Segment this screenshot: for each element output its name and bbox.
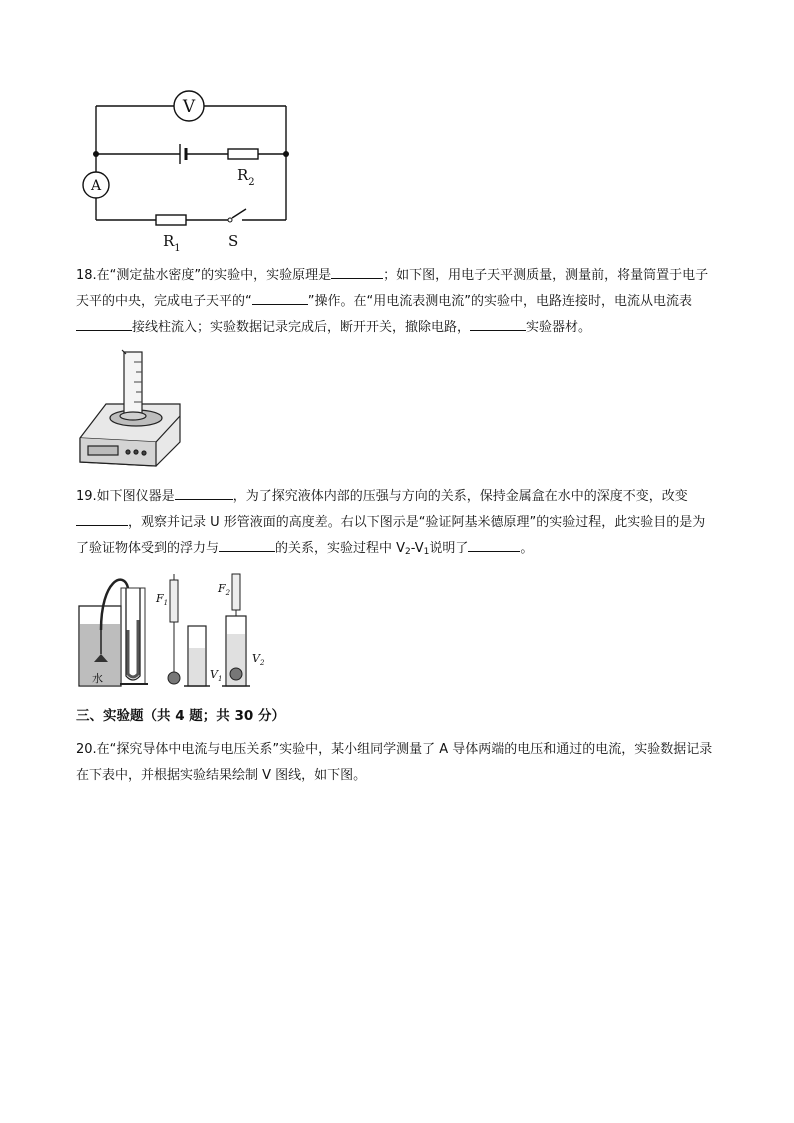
q19-text-4: 的关系，实验过程中 V (275, 541, 406, 556)
q18-text-4: 接线柱流入；实验数据记录完成后，断开开关，撤除电路， (132, 320, 471, 335)
q18-text-3: ”操作。在“用电流表测电流”的实验中，电路连接时，电流从电流表 (307, 294, 692, 309)
question-20: 20.在“探究导体中电流与电压关系”实验中，某小组同学测量了 A 导体两端的电压和通过的电流，实验数据记录在下表中，并根据实验结果绘制 V 图线，如下图。 (76, 742, 713, 783)
answer-blank[interactable] (252, 290, 308, 305)
question-18 (76, 263, 718, 341)
question-19 (76, 484, 718, 565)
q19-text-3: ，观察并记录 U 形管液面的高度差。右以下图示是“验证阿基米德原理”的实验过程，此实验目的是为了验证物体受到的浮力与 (76, 515, 706, 556)
junction-dot-right (283, 151, 289, 157)
ammeter-label: A (90, 178, 102, 194)
r2-label: $R_2$ (237, 166, 255, 188)
answer-blank[interactable] (76, 511, 128, 526)
answer-blank[interactable] (470, 316, 526, 331)
answer-blank[interactable] (331, 264, 383, 279)
answer-blank[interactable] (468, 537, 520, 552)
water-label: 水 (92, 672, 103, 685)
q19-text-2: ，为了探究液体内部的压强与方向的关系，保持金属盒在水中的深度不变，改变 (232, 489, 688, 504)
q19-sub-1: 1 (423, 547, 430, 557)
answer-blank[interactable] (175, 485, 233, 500)
q19-text-5: -V (410, 541, 424, 556)
q18-text-5: 实验器材。 (526, 320, 592, 335)
f2-label: $F_2$ (218, 582, 231, 597)
resistor-r1 (156, 215, 186, 225)
section-heading: 三、实验题（共 4 题；共 30 分） (76, 708, 285, 724)
q19-text-1: 19.如下图仪器是 (76, 489, 175, 504)
voltmeter-label: V (182, 97, 196, 117)
answer-blank[interactable] (219, 537, 275, 552)
q18-text-2: ；如下图，用电子天平测质量，测量前，将量筒置于电子天平的中央，完成电子天平的“ (76, 268, 709, 309)
v1-label: $V_1$ (210, 668, 223, 683)
switch-label: S (228, 232, 239, 250)
electronic-balance-figure (76, 346, 186, 470)
f1-label: $F_1$ (156, 592, 169, 607)
junction-dot-left (93, 151, 99, 157)
resistor-r2 (228, 149, 258, 159)
r1-label: $R_1$ (163, 232, 181, 254)
switch-contact (228, 218, 232, 222)
pressure-and-buoyancy-figure (76, 570, 271, 692)
q18-text-1: 18.在“测定盐水密度”的实验中，实验原理是 (76, 268, 332, 283)
v2-label: $V_2$ (252, 652, 265, 667)
q19-text-7: 。 (520, 541, 534, 556)
circuit-diagram (76, 88, 306, 258)
q19-text-6: 说明了 (429, 541, 469, 556)
answer-blank[interactable] (76, 316, 132, 331)
q19-sub-2: 2 (405, 547, 411, 557)
